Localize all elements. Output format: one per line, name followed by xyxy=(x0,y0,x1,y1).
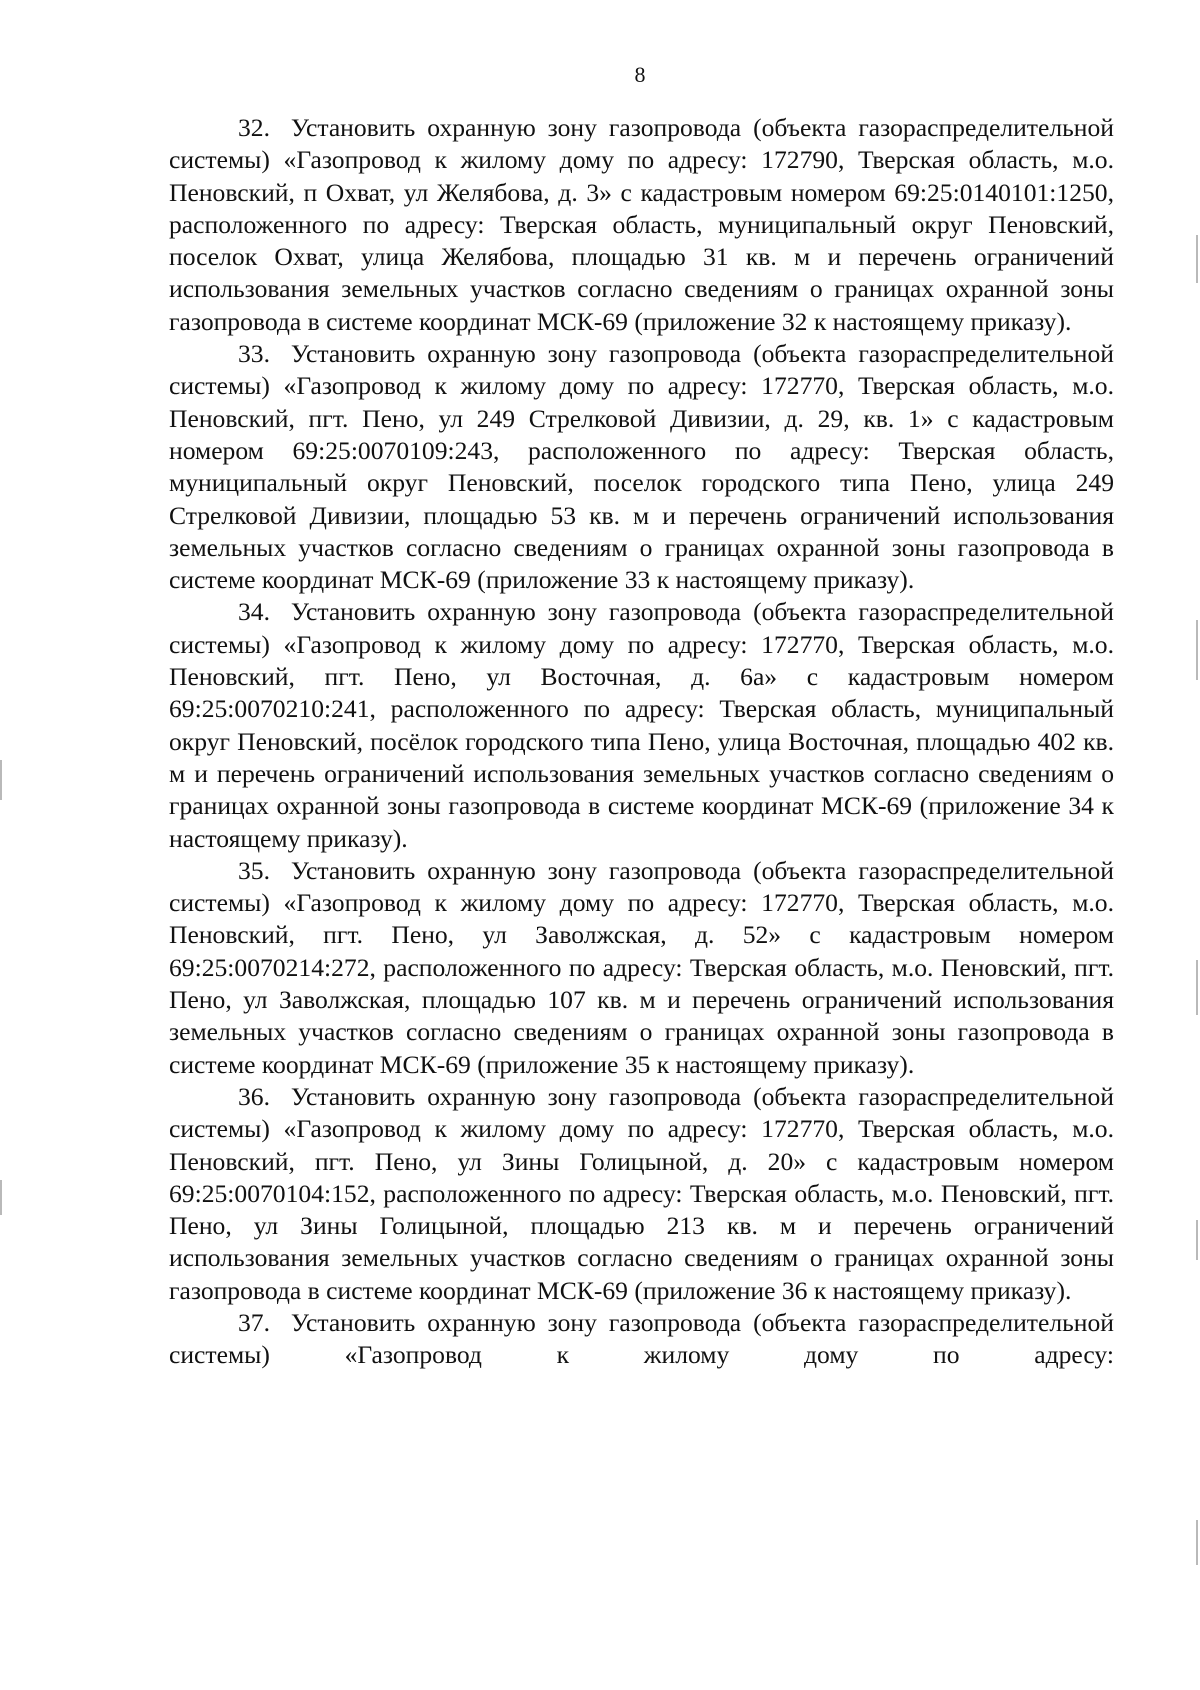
paragraph-text: Установить охранную зону газопровода (объекта газораспределительной системы) «Газопровод к жилому дому по адресу: 172790, Тверская область, м.о. Пеновский, п Охват, ул Желябова, д. 3» с кадастровым номером 69:25:0140101:1250, расположенного по адресу: Тверская область, муниципальный округ Пеновский, поселок Охват, улица Желябова, площадью 31 кв. м и перечень ограничений использования земельных участков согласно сведениям о границах охранной зоны газопровода в системе координат МСК-69 (приложение 32 к настоящему приказу). xyxy=(169,113,1114,336)
paragraph-text: Установить охранную зону газопровода (объекта газораспределительной системы) «Газопровод к жилому дому по адресу: 172770, Тверская область, м.о. Пеновский, пгт. Пено, ул Восточная, д. 6а» с кадастровым номером 69:25:0070210:241, расположенного по адресу: Тверская область, муниципальный округ Пеновский, посёлок городского типа Пено, улица Восточная, площадью 402 кв. м и перечень ограничений использования земельных участков согласно сведениям о границах охранной зоны газопровода в системе координат МСК-69 (приложение 34 к настоящему приказу). xyxy=(169,597,1114,853)
paragraph-number: 36. xyxy=(238,1081,270,1111)
scan-edge-mark xyxy=(1196,960,1198,1015)
scan-edge-mark xyxy=(1196,1220,1198,1260)
scan-edge-mark xyxy=(1196,235,1198,283)
paragraph-number: 34. xyxy=(238,597,270,627)
paragraph-number: 37. xyxy=(238,1307,270,1337)
scan-edge-mark xyxy=(1196,1520,1198,1565)
paragraph-text: Установить охранную зону газопровода (объекта газораспределительной системы) «Газопровод к жилому дому по адресу: 172770, Тверская область, м.о. Пеновский, пгт. Пено, ул 249 Стрелковой Дивизии, д. 29, кв. 1» с кадастровым номером 69:25:0070109:243, расположенного по адресу: Тверская область, муниципальный округ Пеновский, поселок городского типа Пено, улица 249 Стрелковой Дивизии, площадью 53 кв. м и перечень ограничений использования земельных участков согласно сведениям о границах охранной зоны газопровода в системе координат МСК-69 (приложение 33 к настоящему приказу). xyxy=(169,339,1114,595)
paragraph-37 xyxy=(169,1307,1114,1372)
scan-edge-mark xyxy=(1196,620,1198,680)
paragraph-32 xyxy=(169,112,1114,338)
paragraph-text: Установить охранную зону газопровода (объекта газораспределительной системы) «Газопровод к жилому дому по адресу: 172770, Тверская область, м.о. Пеновский, пгт. Пено, ул Зины Голицыной, д. 20» с кадастровым номером 69:25:0070104:152, расположенного по адресу: Тверская область, м.о. Пеновский, пгт. Пено, ул Зины Голицыной, площадью 213 кв. м и перечень ограничений использования земельных участков согласно сведениям о границах охранной зоны газопровода в системе координат МСК-69 (приложение 36 к настоящему приказу). xyxy=(169,1081,1114,1305)
scan-edge-mark xyxy=(0,760,2,800)
paragraph-number: 35. xyxy=(238,855,270,885)
paragraph-text: Установить охранную зону газопровода (объекта газораспределительной системы) «Газопровод к жилому дому по адресу: xyxy=(169,1307,1114,1370)
scan-edge-mark xyxy=(0,1180,2,1215)
paragraph-33 xyxy=(169,338,1114,596)
paragraph-35 xyxy=(169,855,1114,1081)
paragraph-36 xyxy=(169,1081,1114,1307)
paragraph-text: Установить охранную зону газопровода (объекта газораспределительной системы) «Газопровод к жилому дому по адресу: 172770, Тверская область, м.о. Пеновский, пгт. Пено, ул Заволжская, д. 52» с кадастровым номером 69:25:0070214:272, расположенного по адресу: Тверская область, м.о. Пеновский, пгт. Пено, ул Заволжская, площадью 107 кв. м и перечень ограничений использования земельных участков согласно сведениям о границах охранной зоны газопровода в системе координат МСК-69 (приложение 35 к настоящему приказу). xyxy=(169,855,1114,1079)
document-body xyxy=(169,112,1114,1372)
paragraph-number: 32. xyxy=(238,113,270,142)
paragraph-34 xyxy=(169,596,1114,854)
paragraph-number: 33. xyxy=(238,339,270,369)
page-number: 8 xyxy=(634,62,646,87)
